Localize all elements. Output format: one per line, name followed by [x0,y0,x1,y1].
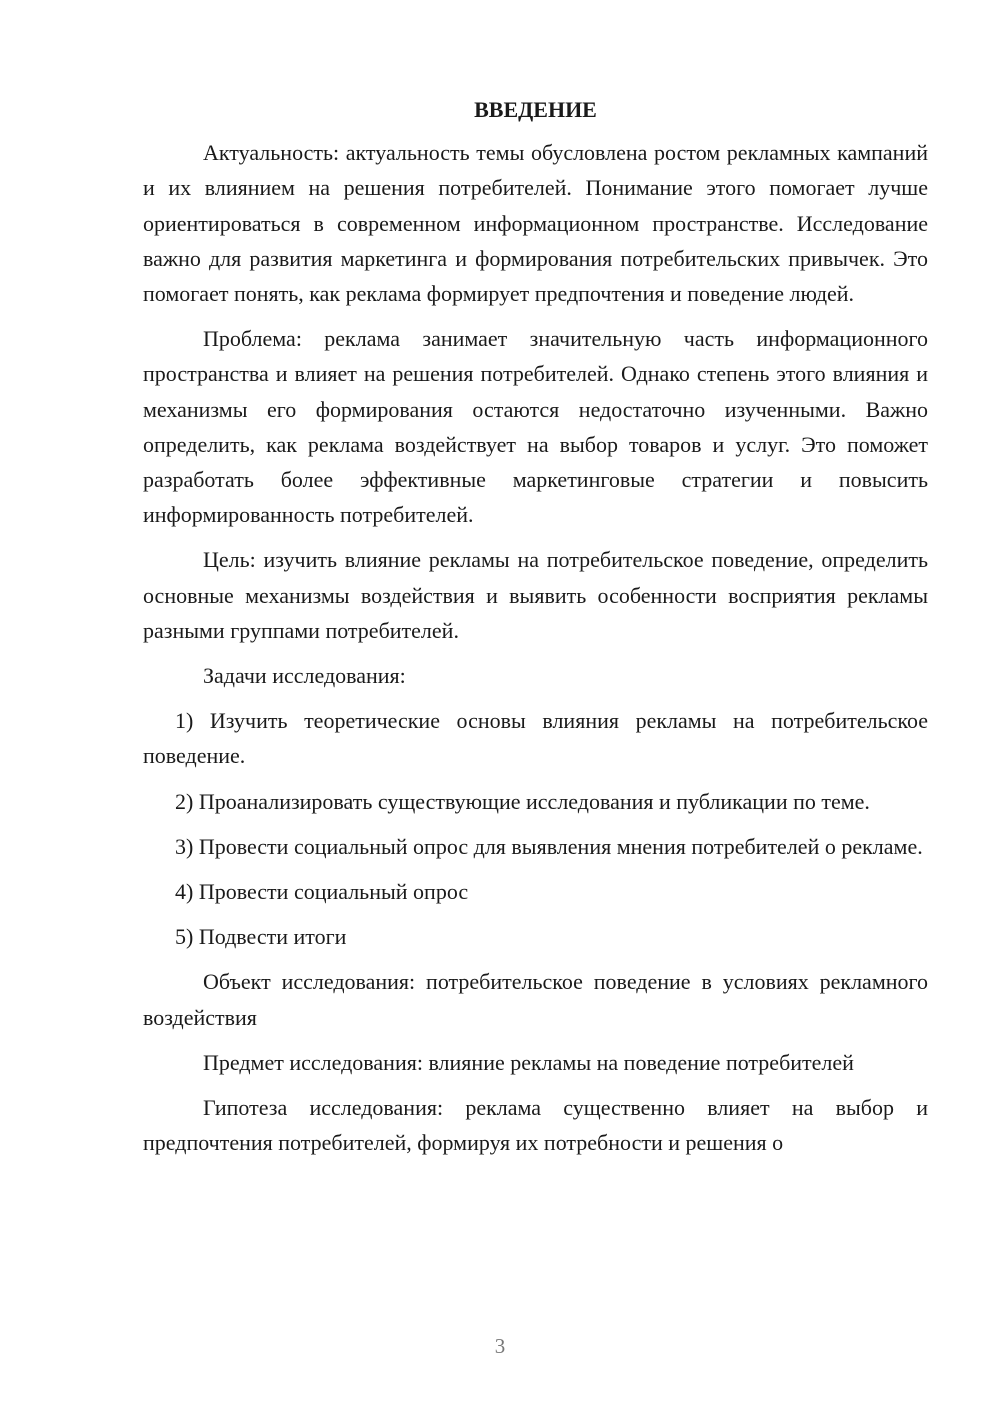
document-page [143,92,928,1170]
relevance-paragraph: Актуальность: актуальность темы обусловлена ростом рекламных кампаний и их влиянием на решения потребителей. Понимание этого помогает лучше ориентироваться в современном информационном пространстве. Исследование важно для развития маркетинга и формирования потребительских привычек. Это помогает понять, как реклама формирует предпочтения и поведение людей. [143,140,928,307]
tasks-heading: Задачи исследования: [203,663,406,689]
task-item: 5) Подвести итоги [175,924,347,950]
object-paragraph: Объект исследования: потребительское поведение в условиях рекламного воздействия [143,969,928,1030]
task-item: 4) Провести социальный опрос [175,879,469,905]
page-number: 3 [494,1334,506,1358]
task-item: 3) Провести социальный опрос для выявления мнения потребителей о рекламе. [175,833,923,859]
hypothesis-paragraph: Гипотеза исследования: реклама существенно влияет на выбор и предпочтения потребителей, формируя их потребности и решения о [143,1095,928,1156]
problem-paragraph: Проблема: реклама занимает значительную часть информационного пространства и влияет на решения потребителей. Однако степень этого влияния и механизмы его формирования остаются недостаточно изученными. Важно определить, как реклама воздействует на выбор товаров и услуг. Это поможет разработать более эффективные маркетинговые стратегии и повысить информированность потребителей. [143,326,928,528]
task-item: 2) Проанализировать существующие исследования и публикации по теме. [175,788,870,814]
subject-paragraph: Предмет исследования: влияние рекламы на поведение потребителей [203,1049,854,1075]
goal-paragraph: Цель: изучить влияние рекламы на потребительское поведение, определить основные механизмы воздействия и выявить особенности восприятия рекламы разными группами потребителей. [143,547,928,643]
section-heading: ВВЕДЕНИЕ [474,97,597,122]
task-item: 1) Изучить теоретические основы влияния рекламы на потребительское поведение. [143,708,928,769]
